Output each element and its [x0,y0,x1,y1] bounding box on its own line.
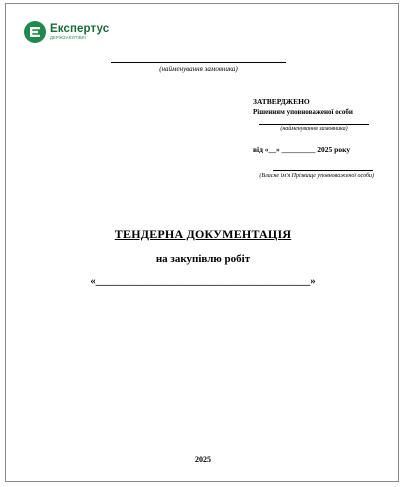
customer-name-line [111,62,286,63]
approval-date: від «__» _________ 2025 року [253,145,351,154]
approval-customer-caption: (найменування замовника) [280,126,348,132]
document-year: 2025 [195,455,211,464]
document-subtitle: на закупівлю робіт [155,253,251,265]
works-name-placeholder: «_______________________________________» [90,275,316,287]
expertus-logo-icon [24,21,46,43]
signatory-caption: (Власне ім'я Прізвище уповноваженої особи) [259,173,374,179]
logo-text [50,24,109,41]
logo [24,21,109,43]
approval-customer-line [259,124,369,125]
approval-block [253,97,353,117]
logo-name: Експертус [50,22,110,35]
logo-tagline: ДЕРЖЗАКУПІВЛІ [50,35,87,41]
document-page [5,3,399,482]
signatory-line [273,170,373,171]
approval-heading: ЗАТВЕРДЖЕНО [253,97,310,106]
customer-name-caption: (найменування замовника) [159,65,238,73]
approval-decision: Рішенням уповноваженої особи [253,108,353,116]
document-title: ТЕНДЕРНА ДОКУМЕНТАЦІЯ [114,227,292,241]
